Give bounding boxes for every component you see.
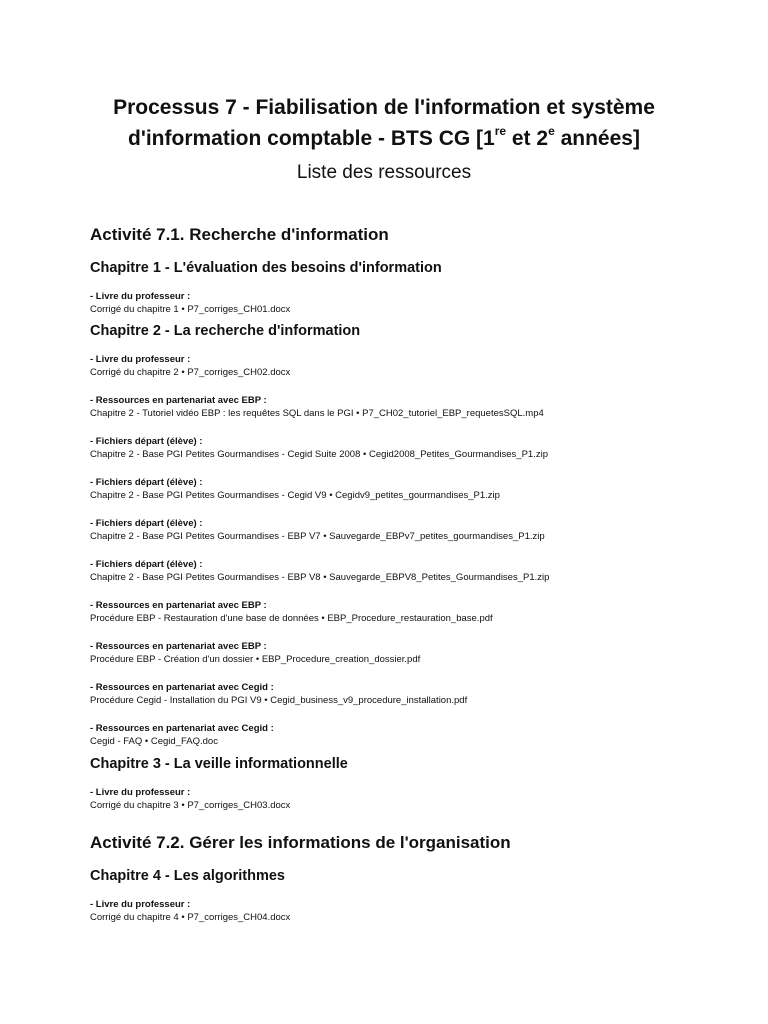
title-line-2-end: années]	[554, 127, 640, 150]
resource-label: - Ressources en partenariat avec EBP :	[90, 600, 267, 611]
title-line-2-start: d'information comptable - BTS CG [1	[128, 127, 495, 150]
resource-label: - Ressources en partenariat avec Cegid :	[90, 682, 274, 693]
title-line-1: Processus 7 - Fiabilisation de l'information et système	[113, 96, 655, 119]
resource-label: - Livre du professeur :	[90, 291, 191, 302]
resource-entry	[90, 476, 678, 502]
title-superscript-1: re	[494, 124, 507, 138]
activity-heading: Activité 7.1. Recherche d'information	[90, 225, 389, 244]
chapter-heading: Chapitre 4 - Les algorithmes	[90, 868, 285, 884]
resource-label: - Ressources en partenariat avec Cegid :	[90, 723, 274, 734]
resource-entry	[90, 599, 678, 625]
resource-text: Corrigé du chapitre 1 • P7_corriges_CH01.docx	[90, 304, 291, 315]
resource-entry	[90, 353, 678, 379]
resource-entry	[90, 558, 678, 584]
title-line-2-mid: et 2	[506, 127, 549, 150]
resource-text: Corrigé du chapitre 2 • P7_corriges_CH02.docx	[90, 367, 291, 378]
resource-text: Cegid - FAQ • Cegid_FAQ.doc	[90, 736, 218, 747]
resource-entry	[90, 394, 678, 420]
resource-entry	[90, 640, 678, 666]
resource-text: Corrigé du chapitre 3 • P7_corriges_CH03.docx	[90, 800, 291, 811]
resource-entry	[90, 517, 678, 543]
activity-heading: Activité 7.2. Gérer les informations de l'organisation	[90, 833, 511, 852]
resource-label: - Fichiers départ (élève) :	[90, 477, 203, 488]
chapter-heading: Chapitre 2 - La recherche d'information	[90, 323, 361, 339]
resource-text: Chapitre 2 - Base PGI Petites Gourmandises - EBP V7 • Sauvegarde_EBPv7_petites_gourmandises_P1.zip	[90, 531, 545, 542]
chapter-heading: Chapitre 1 - L'évaluation des besoins d'information	[90, 260, 442, 276]
resource-label: - Livre du professeur :	[90, 354, 191, 365]
resource-entry	[90, 435, 678, 461]
document-title	[90, 92, 678, 154]
resource-entry	[90, 898, 678, 924]
chapter-heading: Chapitre 3 - La veille informationnelle	[90, 756, 348, 772]
resource-text: Procédure Cegid - Installation du PGI V9 • Cegid_business_v9_procedure_installation.pdf	[90, 695, 468, 706]
resource-label: - Livre du professeur :	[90, 787, 191, 798]
resource-label: - Ressources en partenariat avec EBP :	[90, 395, 267, 406]
title-superscript-2: e	[548, 124, 555, 138]
resource-label: - Fichiers départ (élève) :	[90, 436, 203, 447]
resource-text: Chapitre 2 - Tutoriel vidéo EBP : les requêtes SQL dans le PGI • P7_CH02_tutoriel_EBP_requetesSQL.mp4	[90, 408, 544, 419]
resource-text: Procédure EBP - Création d'un dossier • EBP_Procedure_creation_dossier.pdf	[90, 654, 421, 665]
resource-text: Chapitre 2 - Base PGI Petites Gourmandises - Cegid Suite 2008 • Cegid2008_Petites_Gourmandises_P1.zip	[90, 449, 548, 460]
resource-entry	[90, 290, 678, 316]
resource-text: Chapitre 2 - Base PGI Petites Gourmandises - Cegid V9 • Cegidv9_petites_gourmandises_P1.zip	[90, 490, 500, 501]
resource-text: Corrigé du chapitre 4 • P7_corriges_CH04.docx	[90, 912, 291, 923]
resource-entry	[90, 681, 678, 707]
resource-label: - Fichiers départ (élève) :	[90, 559, 203, 570]
resource-entry	[90, 722, 678, 748]
resource-text: Procédure EBP - Restauration d'une base de données • EBP_Procedure_restauration_base.pdf	[90, 613, 493, 624]
document-subtitle: Liste des ressources	[296, 162, 472, 183]
resource-entry	[90, 786, 678, 812]
resource-label: - Fichiers départ (élève) :	[90, 518, 203, 529]
resource-label: - Ressources en partenariat avec EBP :	[90, 641, 267, 652]
resource-text: Chapitre 2 - Base PGI Petites Gourmandises - EBP V8 • Sauvegarde_EBPV8_Petites_Gourmandises_P1.zip	[90, 572, 550, 583]
resource-label: - Livre du professeur :	[90, 899, 191, 910]
